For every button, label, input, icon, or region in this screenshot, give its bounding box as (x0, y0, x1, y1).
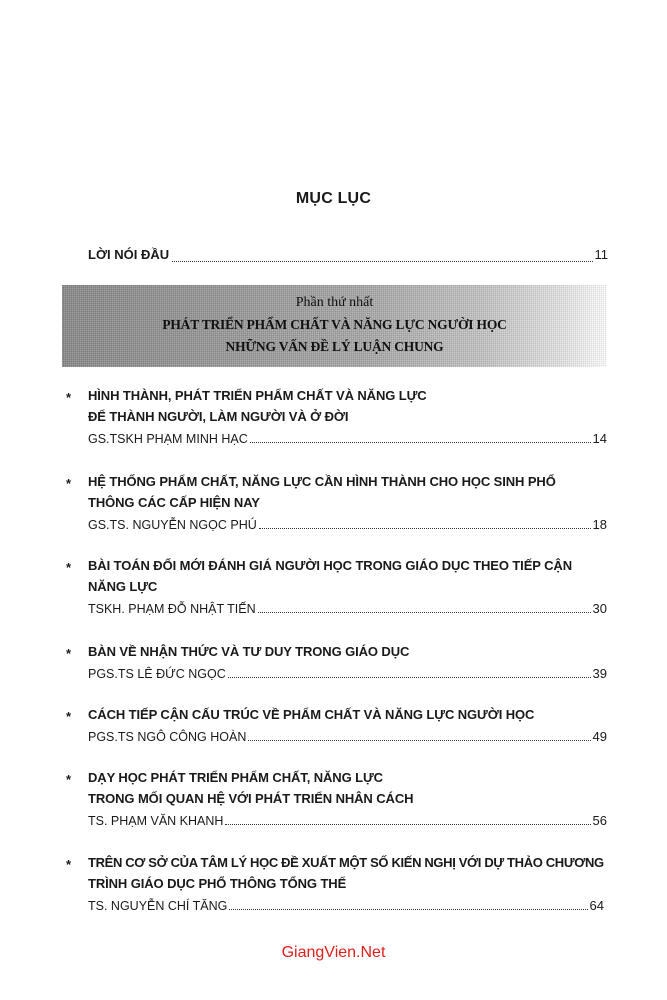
watermark-link[interactable]: GiangVien.Net (281, 944, 386, 961)
dot-leader (228, 677, 591, 678)
bullet-asterisk-icon: * (66, 390, 72, 405)
entry-title-line: BÀN VỀ NHẬN THỨC VÀ TƯ DUY TRONG GIÁO DỤC (88, 644, 410, 659)
dot-leader (225, 824, 590, 825)
bullet-asterisk-icon: * (66, 772, 72, 787)
entry-title-line: ĐỂ THÀNH NGƯỜI, LÀM NGƯỜI VÀ Ở ĐỜI (88, 409, 349, 424)
dot-leader (248, 740, 590, 741)
entry-title-line: DẠY HỌC PHÁT TRIỂN PHẨM CHẤT, NĂNG LỰC (88, 770, 383, 785)
entry-author-line (88, 813, 607, 828)
dot-leader (250, 442, 591, 443)
page-number: 18 (592, 517, 607, 532)
preface-label: LỜI NÓI ĐẦU (88, 247, 170, 262)
dot-leader (259, 528, 591, 529)
dot-leader (229, 909, 587, 910)
entry-title-line: THÔNG CÁC CẤP HIỆN NAY (88, 495, 260, 510)
page-number: 30 (592, 601, 607, 616)
page-number: 39 (592, 666, 607, 681)
toc-preface-entry[interactable] (88, 247, 608, 265)
entry-title-line: TRONG MỐI QUAN HỆ VỚI PHÁT TRIỂN NHÂN CÁCH (88, 791, 414, 806)
entry-author-line (88, 666, 607, 681)
entry-author: GS.TS. NGUYỄN NGỌC PHÚ (88, 518, 257, 532)
part-label: Phần thứ nhất (295, 295, 374, 310)
page-number: 64 (589, 898, 604, 913)
entry-title-line: HÌNH THÀNH, PHÁT TRIỂN PHẨM CHẤT VÀ NĂNG LỰC (88, 388, 427, 403)
part-title-line-1: PHÁT TRIỂN PHẨM CHẤT VÀ NĂNG LỰC NGƯỜI HỌC (162, 317, 507, 332)
entry-title-line: TRÌNH GIÁO DỤC PHỔ THÔNG TỔNG THỂ (88, 876, 347, 891)
page-number: 14 (592, 431, 607, 446)
entry-author: TS. NGUYỄN CHÍ TĂNG (88, 899, 228, 913)
entry-title-line: NĂNG LỰC (88, 579, 158, 594)
entry-title-line: TRÊN CƠ SỞ CỦA TÂM LÝ HỌC ĐỀ XUẤT MỘT SỐ KIẾN NGHỊ VỚI DỰ THẢO CHƯƠNG (88, 855, 604, 870)
entry-author-line (88, 517, 607, 532)
entry-author: GS.TSKH PHẠM MINH HẠC (88, 432, 248, 446)
bullet-asterisk-icon: * (66, 476, 72, 491)
bullet-asterisk-icon: * (66, 560, 72, 575)
entry-author: PGS.TS NGÔ CÔNG HOÀN (88, 730, 247, 744)
page-number: 56 (592, 813, 607, 828)
bullet-asterisk-icon: * (66, 646, 72, 661)
entry-author-line (88, 601, 607, 616)
entry-author: TSKH. PHẠM ĐỖ NHẬT TIẾN (88, 602, 256, 616)
part-title-line-2: NHỮNG VẤN ĐỀ LÝ LUẬN CHUNG (225, 339, 444, 354)
entry-author: PGS.TS LÊ ĐỨC NGỌC (88, 667, 226, 681)
bullet-asterisk-icon: * (66, 709, 72, 724)
page-title: MỤC LỤC (295, 190, 372, 207)
bullet-asterisk-icon: * (66, 857, 72, 872)
entry-title-line: BÀI TOÁN ĐỔI MỚI ĐÁNH GIÁ NGƯỜI HỌC TRONG GIÁO DỤC THEO TIẾP CẬN (88, 558, 572, 573)
dot-leader (258, 612, 591, 613)
part-banner (62, 285, 607, 367)
entry-author: TS. PHẠM VĂN KHANH (88, 814, 224, 828)
page-number: 49 (592, 729, 607, 744)
page-number: 11 (594, 247, 608, 262)
entry-title-line: HỆ THỐNG PHẨM CHẤT, NĂNG LỰC CẦN HÌNH THÀNH CHO HỌC SINH PHỔ (88, 474, 556, 489)
entry-author-line (88, 729, 607, 744)
entry-author-line (88, 431, 607, 446)
entry-author-line (88, 898, 604, 913)
entry-title-line: CÁCH TIẾP CẬN CẤU TRÚC VỀ PHẨM CHẤT VÀ NĂNG LỰC NGƯỜI HỌC (88, 707, 535, 722)
dot-leader (172, 260, 592, 262)
